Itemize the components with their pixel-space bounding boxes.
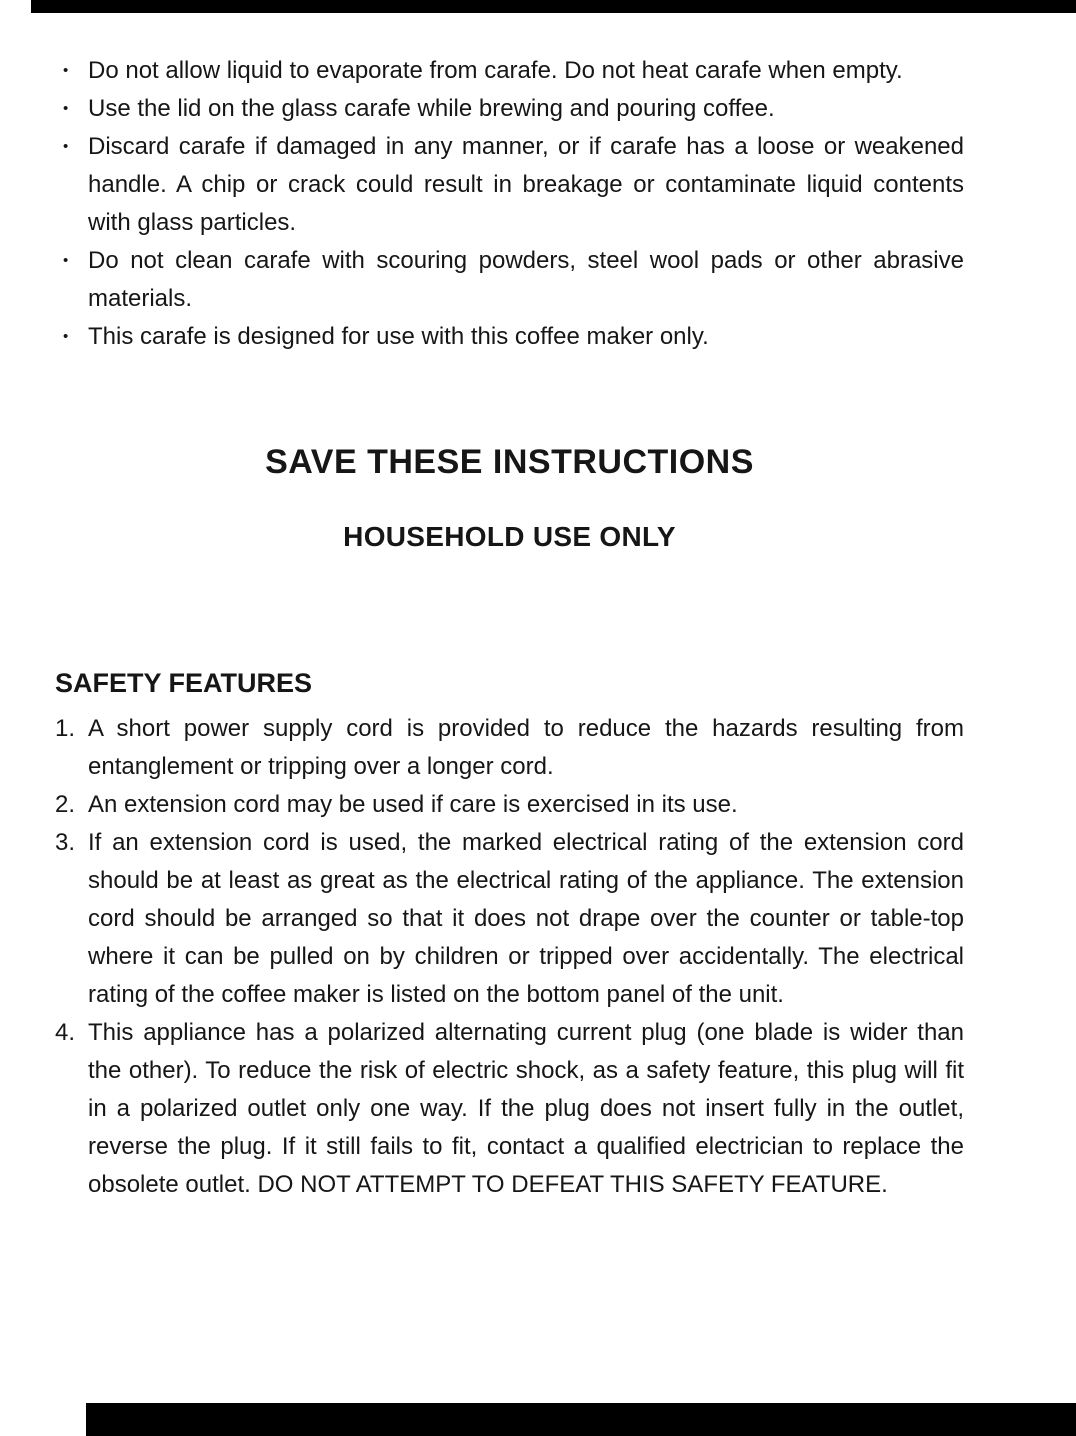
list-item [55,52,964,90]
bullet-icon [55,90,88,128]
save-instructions-heading: SAVE THESE INSTRUCTIONS [265,443,754,481]
list-item-text: A short power supply cord is provided to reduce the hazards resulting from entanglement or tripping over a longer cord. [88,715,964,780]
list-item-text: This carafe is designed for use with this coffee maker only. [88,323,709,350]
bullet-icon [55,128,88,166]
list-item [55,90,964,128]
list-item [55,1014,964,1204]
list-item [55,318,964,356]
list-item [55,242,964,318]
list-item [55,786,964,824]
list-item-text: Do not allow liquid to evaporate from carafe. Do not heat carafe when empty. [88,57,903,84]
list-item-text: Do not clean carafe with scouring powders, steel wool pads or other abrasive materials. [88,247,964,312]
list-item-text: Use the lid on the glass carafe while brewing and pouring coffee. [88,95,775,122]
list-item [55,128,964,242]
list-item-text: If an extension cord is used, the marked electrical rating of the extension cord should be at least as great as the electrical rating of the appliance. The extension cord should be arranged so that it does not drape over the counter or table-top where it can be pulled on by children or tripped over accidentally. The electrical rating of the coffee maker is listed on the bottom panel of the unit. [88,829,964,1008]
list-item-text: Discard carafe if damaged in any manner, or if carafe has a loose or weakened handle. A chip or crack could result in breakage or contaminate liquid contents with glass particles. [88,133,964,236]
bottom-scan-bar [86,1403,1076,1436]
safety-features-heading: SAFETY FEATURES [55,668,313,698]
list-item [55,710,964,786]
carafe-warnings-list [55,52,964,356]
list-item-text: This appliance has a polarized alternating current plug (one blade is wider than the other). To reduce the risk of electric shock, as a safety feature, this plug will fit in a polarized outlet only one way. If the plug does not insert fully in the outlet, reverse the plug. If it still fails to fit, contact a qualified electrician to replace the obsolete outlet. DO NOT ATTEMPT TO DEFEAT THIS SAFETY FEATURE. [88,1019,964,1198]
bullet-icon [55,242,88,280]
list-item-number: 3. [55,829,76,856]
list-item [55,824,964,1014]
safety-features-list [55,710,964,1204]
list-item-number: 4. [55,1019,76,1046]
bullet-icon [55,318,88,356]
list-item-number: 1. [55,715,76,742]
list-item-number: 2. [55,791,76,818]
document-page [55,52,964,1204]
list-item-text: An extension cord may be used if care is exercised in its use. [88,791,738,818]
household-use-heading: HOUSEHOLD USE ONLY [343,521,676,552]
top-scan-bar [31,0,1076,13]
bullet-icon [55,52,88,90]
